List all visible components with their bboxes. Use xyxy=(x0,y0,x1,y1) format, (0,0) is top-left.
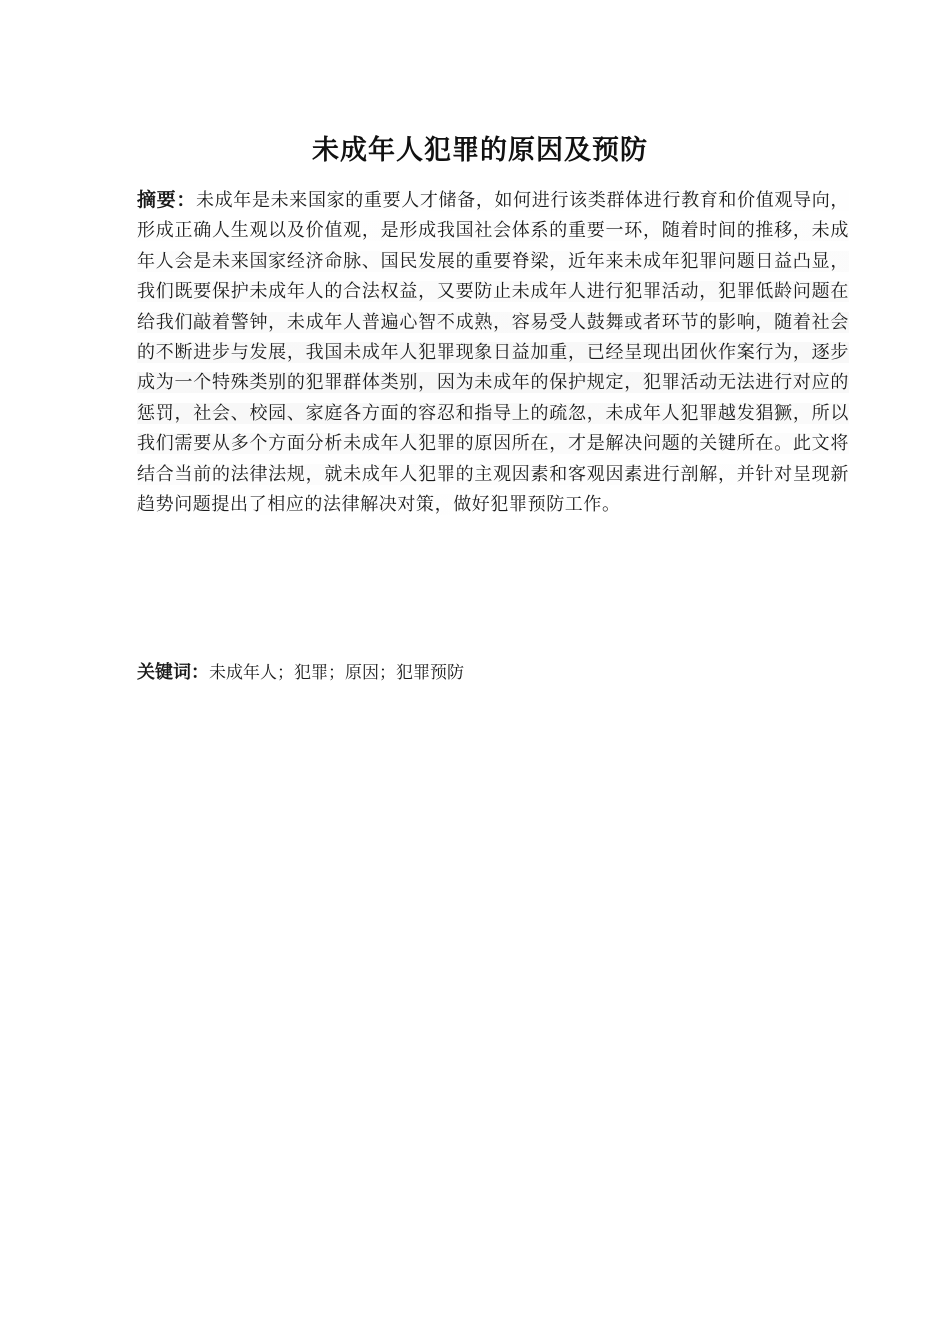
keywords-section xyxy=(137,658,849,688)
abstract-label: 摘要： xyxy=(137,189,196,211)
abstract-text: 未成年是未来国家的重要人才储备，如何进行该类群体进行教育和价值观导向，形成正确人生观以及价值观，是形成我国社会体系的重要一环，随着时间的推移，未成年人会是未来国家经济命脉、国民发展的重要脊梁，近年来未成年犯罪问题日益凸显，我们既要保护未成年人的合法权益，又要防止未成年人进行犯罪活动，犯罪低龄问题在给我们敲着警钟，未成年人普遍心智不成熟，容易受人鼓舞或者环节的影响，随着社会的不断进步与发展，我国未成年人犯罪现象日益加重，已经呈现出团伙作案行为，逐步成为一个特殊类别的犯罪群体类别，因为未成年的保护规定，犯罪活动无法进行对应的惩罚，社会、校园、家庭各方面的容忍和指导上的疏忽，未成年人犯罪越发猖獗，所以我们需要从多个方面分析未成年人犯罪的原因所在，才是解决问题的关键所在。此文将结合当前的法律法规，就未成年人犯罪的主观因素和客观因素进行剖解，并针对呈现新趋势问题提出了相应的法律解决对策，做好犯罪预防工作。 xyxy=(137,190,849,516)
keywords-label: 关键词： xyxy=(137,662,209,683)
document-title: 未成年人犯罪的原因及预防 xyxy=(312,135,648,166)
abstract-section xyxy=(137,185,849,520)
keywords-text: 未成年人；犯罪；原因；犯罪预防 xyxy=(209,663,464,683)
